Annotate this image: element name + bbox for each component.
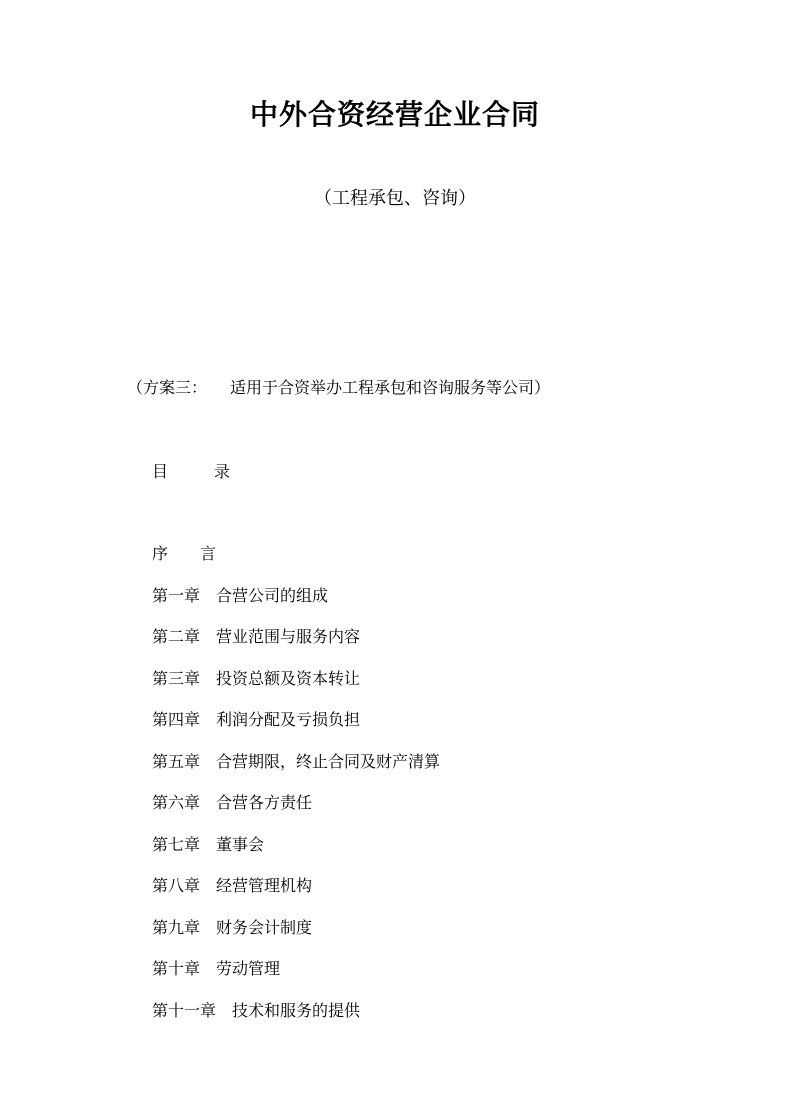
chapter-title: 营业范围与服务内容	[216, 627, 361, 646]
chapter-title: 财务会计制度	[216, 917, 313, 937]
document-title: 中外合资经营企业合同	[249, 98, 540, 131]
chapter-title: 投资总额及资本转让	[216, 668, 361, 688]
toc-item	[152, 625, 440, 667]
chapter-number: 第二章	[152, 627, 201, 646]
chapter-number: 第七章	[152, 834, 201, 854]
toc-item	[152, 833, 440, 875]
toc-item	[152, 916, 440, 958]
chapter-title: 利润分配及亏损负担	[216, 710, 361, 729]
chapter-title: 合营公司的组成	[216, 585, 329, 605]
document-subtitle: （工程承包、咨询）	[314, 188, 476, 209]
toc-item	[152, 750, 440, 792]
chapter-title: 董事会	[216, 834, 265, 854]
toc-item	[152, 791, 440, 833]
toc-item	[152, 708, 440, 750]
chapter-title: 经营管理机构	[216, 876, 313, 895]
chapter-title: 合营各方责任	[216, 793, 313, 812]
toc-item	[152, 874, 440, 916]
chapter-title: 合营期限，终止合同及财产清算	[216, 751, 441, 771]
preface-right: 言	[200, 544, 217, 563]
chapter-number: 第十一章	[152, 1000, 217, 1020]
toc-item	[152, 957, 440, 999]
chapter-number: 第三章	[152, 668, 201, 688]
toc-item	[152, 584, 440, 626]
chapter-number: 第八章	[152, 876, 201, 895]
chapter-number: 第六章	[152, 793, 201, 812]
preface-left: 序	[152, 544, 169, 563]
toc-item	[152, 667, 440, 709]
scheme-note	[127, 376, 550, 400]
chapter-title: 技术和服务的提供	[232, 1000, 361, 1020]
chapter-number: 第一章	[152, 585, 201, 605]
toc-item	[152, 999, 440, 1041]
scheme-text: 适用于合资举办工程承包和咨询服务等公司）	[230, 378, 551, 397]
toc-item-preface	[152, 542, 440, 584]
scheme-label: （方案三：	[127, 378, 208, 397]
chapter-number: 第五章	[152, 751, 201, 771]
toc-list	[152, 542, 440, 1040]
chapter-number: 第四章	[152, 710, 201, 729]
toc-heading-right: 录	[214, 462, 231, 481]
chapter-number: 第九章	[152, 917, 201, 937]
chapter-number: 第十章	[152, 959, 201, 978]
toc-heading-left: 目	[152, 462, 169, 481]
chapter-title: 劳动管理	[216, 959, 281, 978]
toc-heading	[152, 460, 230, 484]
